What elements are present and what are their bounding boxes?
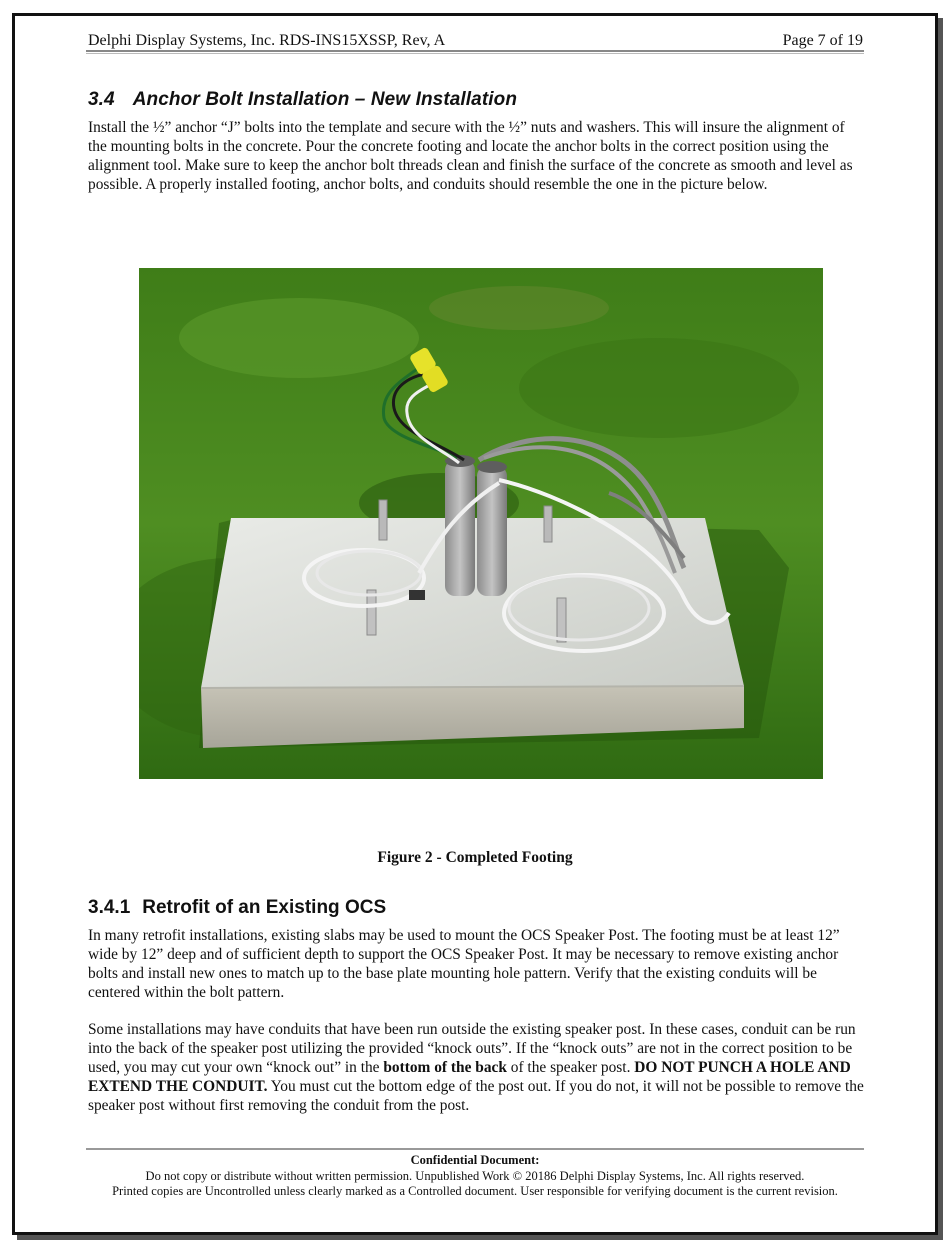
subsection-title: Retrofit of an Existing OCS — [142, 897, 387, 918]
section-number: 3.4 — [88, 89, 115, 110]
paragraph-text: of the speaker post. — [506, 1059, 635, 1076]
subsection-heading — [88, 897, 386, 919]
footing-illustration — [139, 268, 823, 779]
footer-divider — [86, 1148, 864, 1150]
subsection-number: 3.4.1 — [88, 897, 131, 918]
footer-disclaimer: Printed copies are Uncontrolled unless clearly marked as a Controlled document. User responsible for verifying document is the current revision. — [112, 1184, 838, 1198]
section-paragraph: Install the ½” anchor “J” bolts into the template and secure with the ½” nuts and washers. This will insure the alignment of the mounting bolts in the concrete. Pour the concrete footing and locate the anchor bolts in the correct position using the alignment tool. Make sure to keep the anchor bolt threads clean and finish the surface of the concrete as smooth and level as possible. A properly installed footing, anchor bolts, and conduits should resemble the one in the picture below. — [88, 119, 853, 193]
emphasis-text: bottom of the back — [383, 1059, 507, 1076]
footer-copyright: Do not copy or distribute without written permission. Unpublished Work © 20186 Delphi Display Systems, Inc. All rights reserved. — [145, 1168, 805, 1183]
header-divider — [86, 50, 864, 52]
footer-title: Confidential Document: — [410, 1153, 540, 1167]
section-heading — [88, 89, 517, 111]
paragraph-text: Some installations may have conduits that have been run outside the existing speaker post. In these cases, conduit can be run into the back of the speaker post utilizing the provided “knock outs”. If the “knock outs” are not in the correct position to be used, you may cut your own “knock out” in the — [88, 1021, 856, 1076]
subsection-paragraph-1: In many retrofit installations, existing slabs may be used to mount the OCS Speaker Post. The footing must be at least 12” wide by 12” deep and of sufficient depth to support the OCS Speaker Post. It may be necessary to remove existing anchor bolts and install new ones to match up to the base plate mounting hole pattern. Verify that the existing conduits will be centered within the bolt pattern. — [88, 927, 840, 1001]
section-title: Anchor Bolt Installation – New Installation — [132, 89, 518, 110]
header-page-number: Page 7 of 19 — [782, 32, 863, 49]
warning-text: DO NOT PUNCH A HOLE AND EXTEND THE CONDUIT. — [88, 1059, 851, 1095]
subsection-paragraph-2 — [88, 1020, 866, 1115]
page-header — [88, 30, 863, 50]
header-document-id: Delphi Display Systems, Inc. RDS-INS15XSSP, Rev, A — [88, 32, 446, 49]
footing-photo — [139, 268, 823, 779]
figure-caption: Figure 2 - Completed Footing — [377, 849, 573, 866]
header-divider-thin — [86, 53, 864, 54]
page-footer — [60, 1153, 890, 1200]
paragraph-text: You must cut the bottom edge of the post out. If you do not, it will not be possible to remove the speaker post without first removing the conduit from the post. — [88, 1078, 864, 1114]
